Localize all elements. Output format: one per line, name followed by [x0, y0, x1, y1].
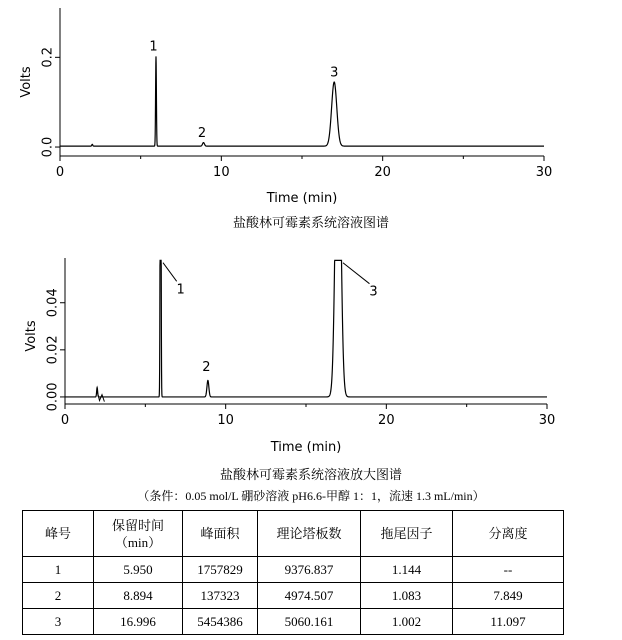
table-cell: 8.894 — [94, 583, 183, 609]
series-line — [65, 260, 547, 397]
y-tick-label: 0.0 — [40, 136, 56, 158]
x-tick-label: 30 — [538, 413, 556, 428]
table-cell: 1.144 — [361, 557, 453, 583]
y-tick-label: 0.04 — [45, 288, 61, 318]
y-tick-label: 0.2 — [40, 46, 56, 68]
x-axis-label: Time (min) — [270, 440, 342, 455]
x-tick-label: 10 — [213, 165, 230, 180]
table-cell: 2 — [23, 583, 94, 609]
table-cell: 5.950 — [94, 557, 183, 583]
table-header-row — [23, 511, 564, 557]
header-retention-time-text: 保留时间 （min） — [111, 517, 164, 550]
peak-label-2: 2 — [197, 126, 207, 142]
y-tick-label: 0.02 — [45, 335, 61, 365]
table-cell: 16.996 — [94, 609, 183, 635]
chart-2-title: 盐酸林可霉素系统溶液放大图谱 — [219, 468, 402, 483]
header-retention-time — [94, 511, 183, 557]
x-tick-label: 20 — [378, 413, 395, 428]
header-resolution: 分离度 — [453, 511, 564, 557]
y-axis-label: Volts — [19, 66, 34, 98]
series-line — [60, 56, 544, 146]
x-tick-label: 0 — [55, 165, 65, 180]
header-peak-number: 峰号 — [23, 511, 94, 557]
table-cell: 11.097 — [453, 609, 564, 635]
table-cell: 1.083 — [361, 583, 453, 609]
table-cell: 7.849 — [453, 583, 564, 609]
table-cell: 1 — [23, 557, 94, 583]
table-cell: 137323 — [183, 583, 258, 609]
table-row — [23, 557, 564, 583]
table-row — [23, 583, 564, 609]
table-cell: 3 — [23, 609, 94, 635]
conditions-text: （条件：0.05 mol/L 硼砂溶液 pH6.6-甲醇 1：1，流速 1.3 mL/min） — [137, 489, 485, 503]
peak-label-3: 3 — [330, 65, 339, 81]
x-tick-label: 20 — [374, 165, 391, 180]
x-tick-label: 30 — [535, 165, 553, 180]
table-cell: 5454386 — [183, 609, 258, 635]
peak-label-1: 1 — [176, 282, 185, 298]
table-row — [23, 609, 564, 635]
peak-label-3: 3 — [369, 284, 378, 300]
table-cell: 4974.507 — [258, 583, 361, 609]
header-plates: 理论塔板数 — [258, 511, 361, 557]
header-tailing: 拖尾因子 — [361, 511, 453, 557]
peak-leader-line — [163, 263, 177, 282]
table-cell: 1757829 — [183, 557, 258, 583]
table-cell: 9376.837 — [258, 557, 361, 583]
table-cell: -- — [453, 557, 564, 583]
peak-leader-line — [343, 263, 370, 284]
y-axis-label: Volts — [24, 320, 39, 352]
results-table — [22, 510, 564, 635]
x-tick-label: 0 — [60, 413, 70, 428]
x-axis-label: Time (min) — [266, 191, 338, 206]
table-cell: 5060.161 — [258, 609, 361, 635]
chart-1 — [19, 8, 552, 206]
peak-label-2: 2 — [202, 360, 211, 376]
chart-1-title: 盐酸林可霉素系统溶液图谱 — [232, 216, 389, 231]
x-tick-label: 10 — [217, 413, 234, 428]
y-tick-label: 0.00 — [45, 382, 61, 412]
peak-label-1: 1 — [149, 39, 158, 55]
table-cell: 1.002 — [361, 609, 453, 635]
chart-2 — [24, 258, 555, 455]
header-peak-area: 峰面积 — [183, 511, 258, 557]
